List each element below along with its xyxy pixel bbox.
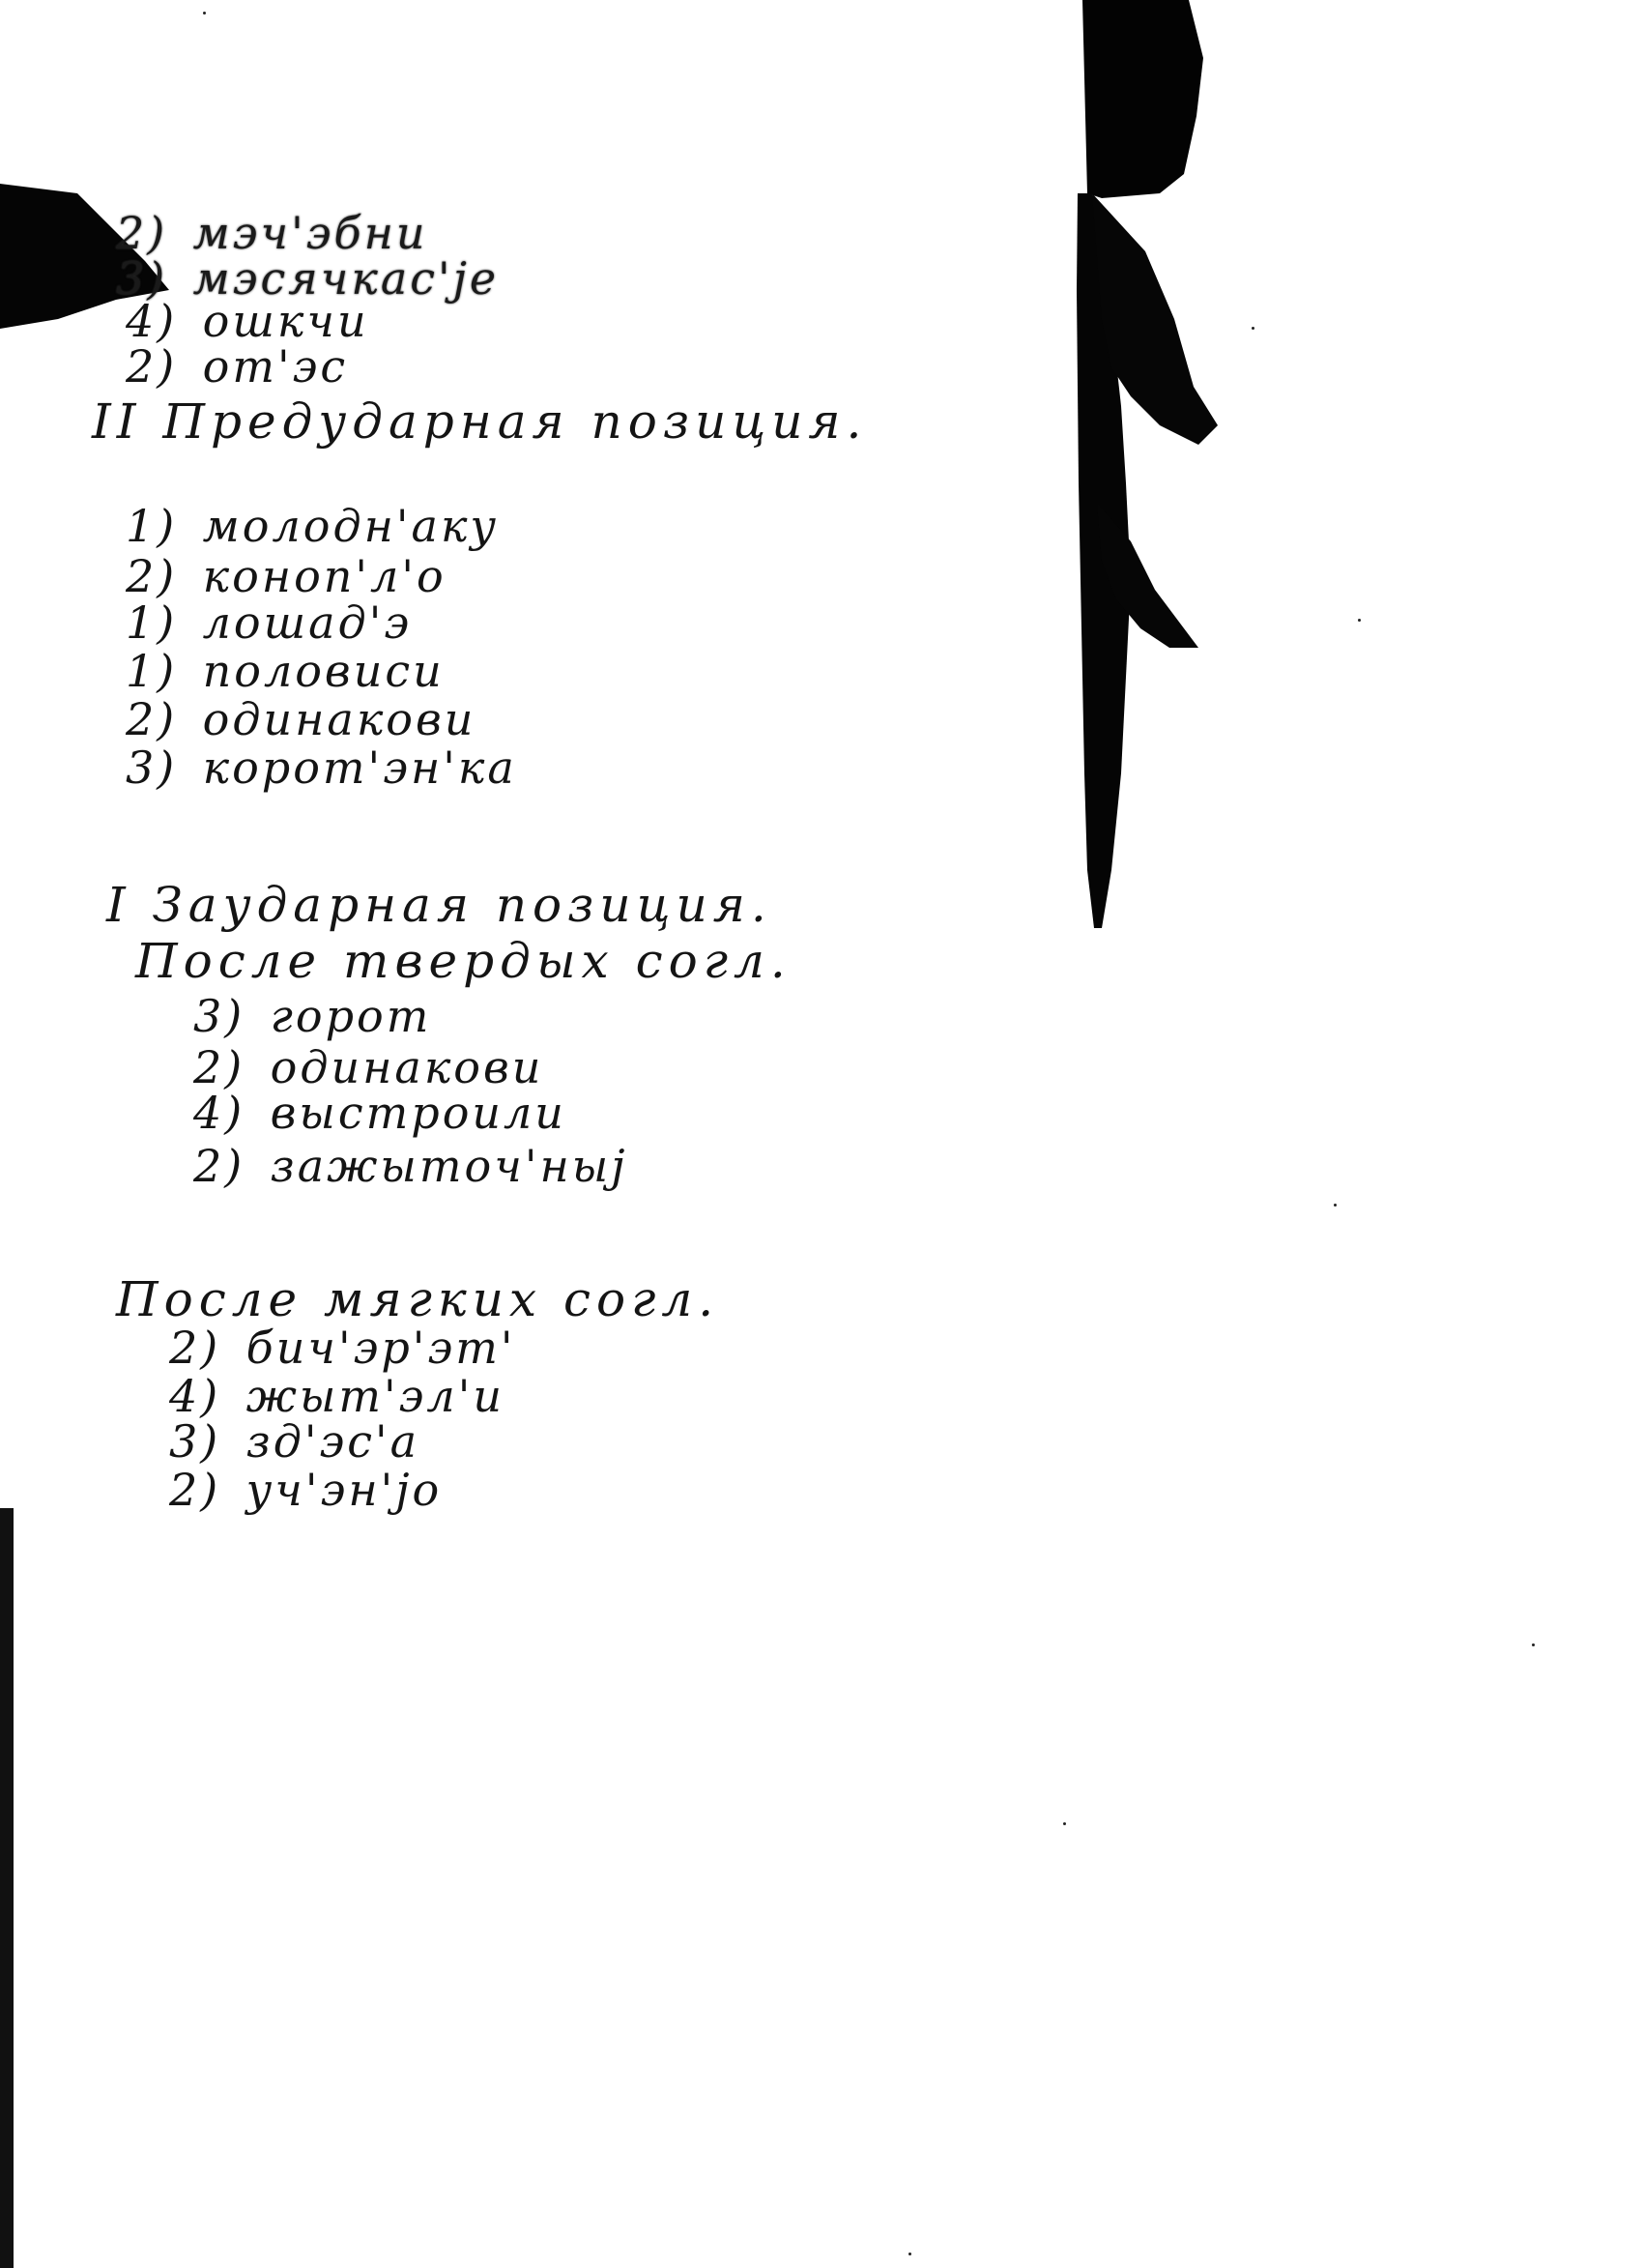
speckle	[908, 2253, 911, 2255]
item-word: зд'эс'а	[245, 1415, 420, 1468]
item-word: выстроили	[270, 1087, 566, 1139]
item-number: 2)	[169, 1464, 221, 1516]
speckle	[1334, 1204, 1337, 1207]
subsection-heading: После мягких согл.	[116, 1271, 720, 1327]
item-word: бич'эр'эт'	[245, 1322, 516, 1374]
item-word: половиси	[202, 645, 445, 697]
item-number: 3)	[169, 1415, 221, 1468]
item-number: 2)	[169, 1322, 221, 1374]
item-word: зажыточ'ныj	[270, 1140, 628, 1192]
list-item	[126, 341, 348, 392]
list-item	[193, 1042, 543, 1092]
item-number: 3)	[193, 990, 245, 1042]
speckle	[1063, 1822, 1066, 1825]
speckle	[203, 12, 206, 15]
list-item	[126, 646, 445, 696]
speckle	[1252, 327, 1254, 330]
list-item	[126, 296, 369, 346]
left-edge-strip	[0, 1508, 14, 2268]
list-item	[126, 551, 447, 601]
item-number: 4)	[193, 1087, 245, 1139]
item-number: 3)	[126, 741, 178, 794]
item-word: от'эс	[202, 340, 349, 393]
item-number: 2)	[126, 693, 178, 745]
item-number: 2)	[126, 340, 178, 393]
list-item	[169, 1371, 504, 1421]
list-item	[126, 597, 412, 648]
list-item	[193, 1141, 628, 1191]
item-number: 2)	[116, 207, 168, 259]
section-heading: II Предударная позиция.	[92, 393, 868, 450]
item-word: мэч'эбни	[192, 207, 428, 259]
item-number: 2)	[193, 1041, 245, 1093]
item-word: молодн'аку	[202, 500, 500, 552]
list-item	[193, 991, 431, 1041]
list-item	[126, 694, 476, 744]
item-word: корот'эн'ка	[202, 741, 517, 794]
item-word: мэсячкас'jе	[192, 252, 500, 305]
list-item	[169, 1465, 442, 1515]
section-heading: I Заударная позиция.	[106, 877, 772, 933]
item-number: 1)	[126, 645, 178, 697]
item-word: горот	[270, 990, 432, 1042]
list-item	[169, 1323, 515, 1373]
item-number: 3)	[116, 252, 168, 305]
item-number: 2)	[193, 1140, 245, 1192]
item-word: одинакови	[270, 1041, 544, 1093]
list-item	[116, 208, 428, 258]
item-number: 4)	[126, 295, 178, 347]
item-word: одинакови	[202, 693, 476, 745]
subsection-heading: После твердых согл.	[135, 933, 792, 989]
list-item	[126, 501, 499, 551]
item-number: 1)	[126, 596, 178, 649]
list-item	[193, 1088, 566, 1138]
item-word: коноп'л'о	[202, 550, 447, 602]
item-word: уч'эн'jо	[245, 1464, 443, 1516]
list-item	[126, 742, 517, 793]
item-word: лошад'э	[202, 596, 413, 649]
right-vertical-shadow-top	[1082, 0, 1203, 198]
speckle	[1532, 1643, 1535, 1646]
item-number: 1)	[126, 500, 178, 552]
item-word: жыт'эл'и	[245, 1370, 504, 1422]
item-number: 2)	[126, 550, 178, 602]
speckle	[1358, 619, 1361, 622]
list-item	[169, 1416, 419, 1467]
item-word: ошкчи	[202, 295, 369, 347]
item-number: 4)	[169, 1370, 221, 1422]
